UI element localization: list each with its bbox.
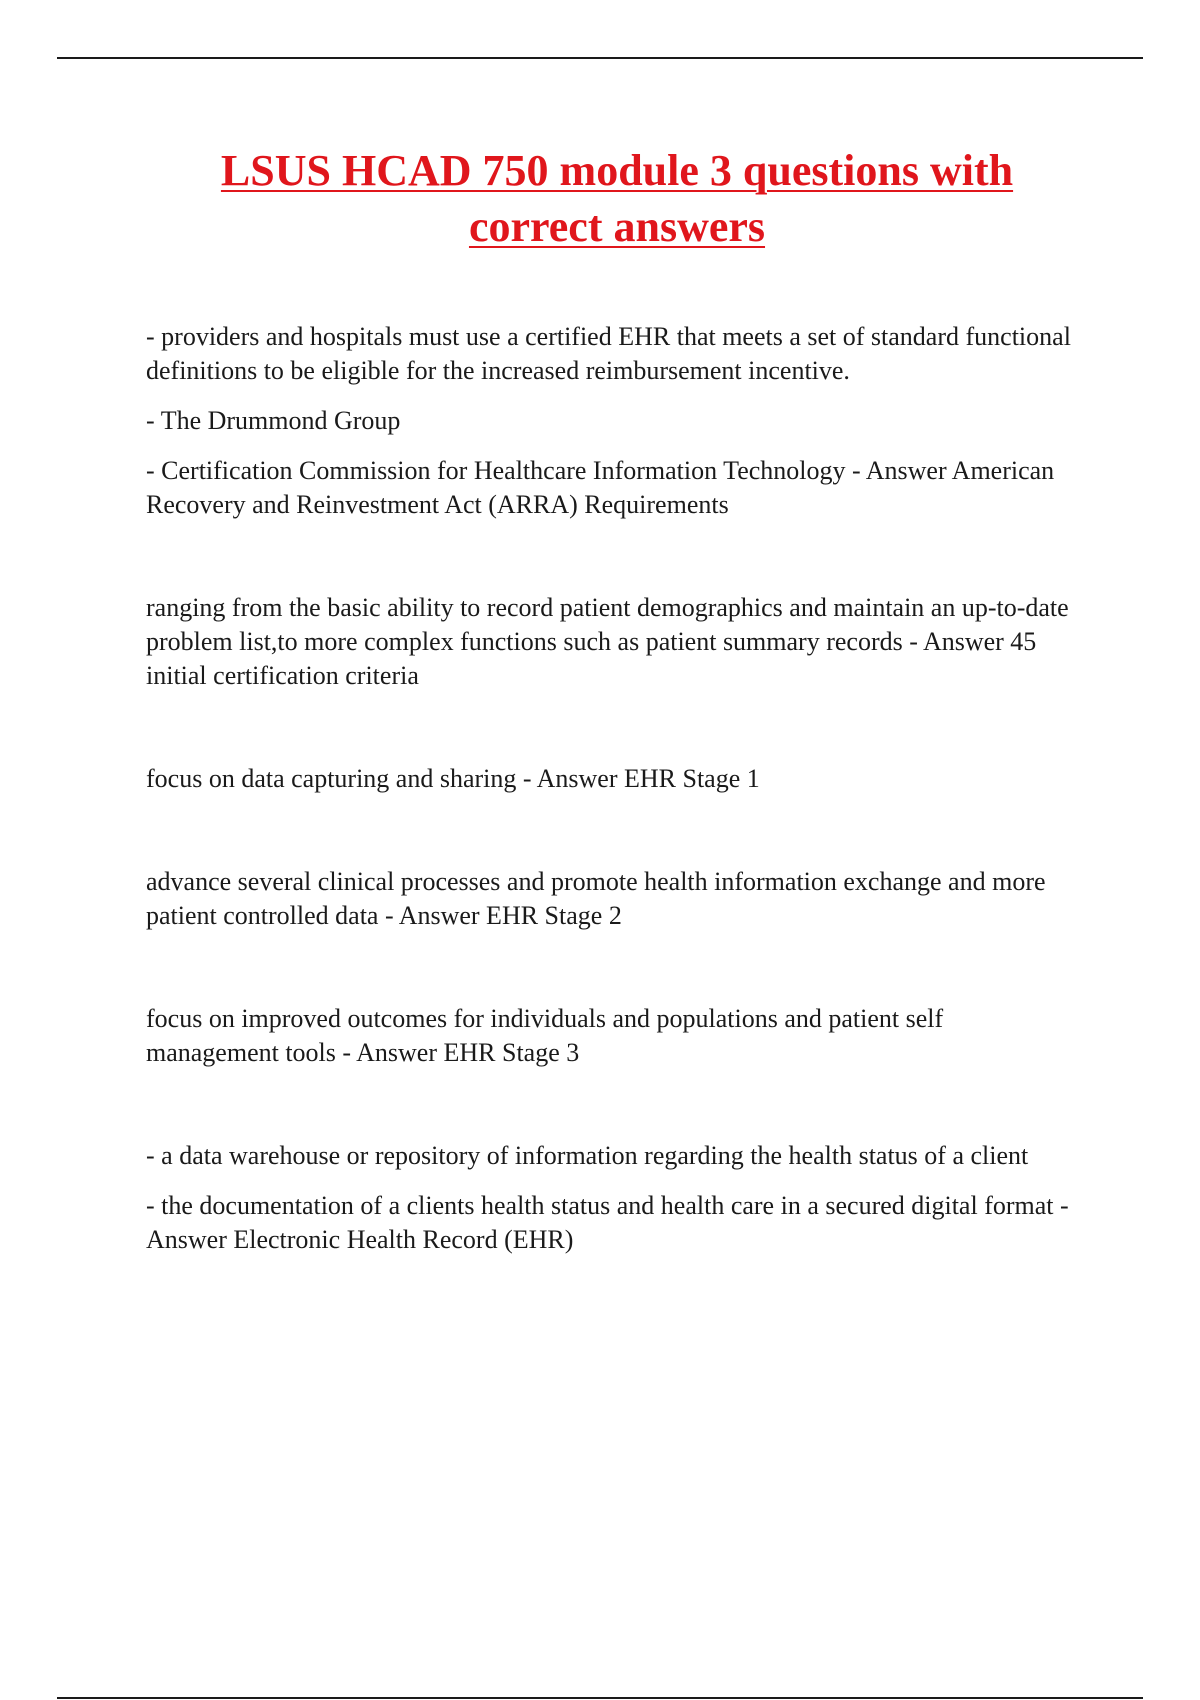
qa-entry xyxy=(146,865,1076,933)
qa-entry xyxy=(146,591,1076,693)
qa-entry xyxy=(146,320,1076,522)
qa-line: - Certification Commission for Healthcare Information Technology - Answer American Recovery and Reinvestment Act (ARRA) Requirements xyxy=(146,456,1055,519)
qa-line: - the documentation of a clients health status and health care in a secured digital format - Answer Electronic Health Record (EHR) xyxy=(146,1191,1069,1254)
qa-entry xyxy=(146,762,1076,796)
qa-line: ranging from the basic ability to record patient demographics and maintain an up-to-date problem list,to more complex functions such as patient summary records - Answer 45 initial certification criteria xyxy=(146,593,1069,690)
qa-line: - a data warehouse or repository of information regarding the health status of a client xyxy=(146,1141,1029,1170)
entry-spacer xyxy=(146,933,1076,1002)
qa-line: focus on data capturing and sharing - Answer EHR Stage 1 xyxy=(146,764,760,793)
document-title: LSUS HCAD 750 module 3 questions with correct answers xyxy=(220,146,1014,251)
qa-line: - The Drummond Group xyxy=(146,406,401,435)
qa-line: - providers and hospitals must use a certified EHR that meets a set of standard functional definitions to be eligible for the increased reimbursement incentive. xyxy=(146,322,1071,385)
bottom-divider xyxy=(57,1697,1143,1699)
entry-spacer xyxy=(146,693,1076,762)
top-divider xyxy=(57,57,1143,59)
qa-line: advance several clinical processes and promote health information exchange and more patient controlled data - Answer EHR Stage 2 xyxy=(146,867,1046,930)
qa-content xyxy=(146,320,1076,1257)
qa-entry xyxy=(146,1139,1076,1257)
entry-spacer xyxy=(146,796,1076,865)
qa-entry xyxy=(146,1002,1076,1070)
entry-spacer xyxy=(146,522,1076,591)
qa-line: focus on improved outcomes for individuals and populations and patient self management tools - Answer EHR Stage 3 xyxy=(146,1004,944,1067)
entry-spacer xyxy=(146,1070,1076,1139)
